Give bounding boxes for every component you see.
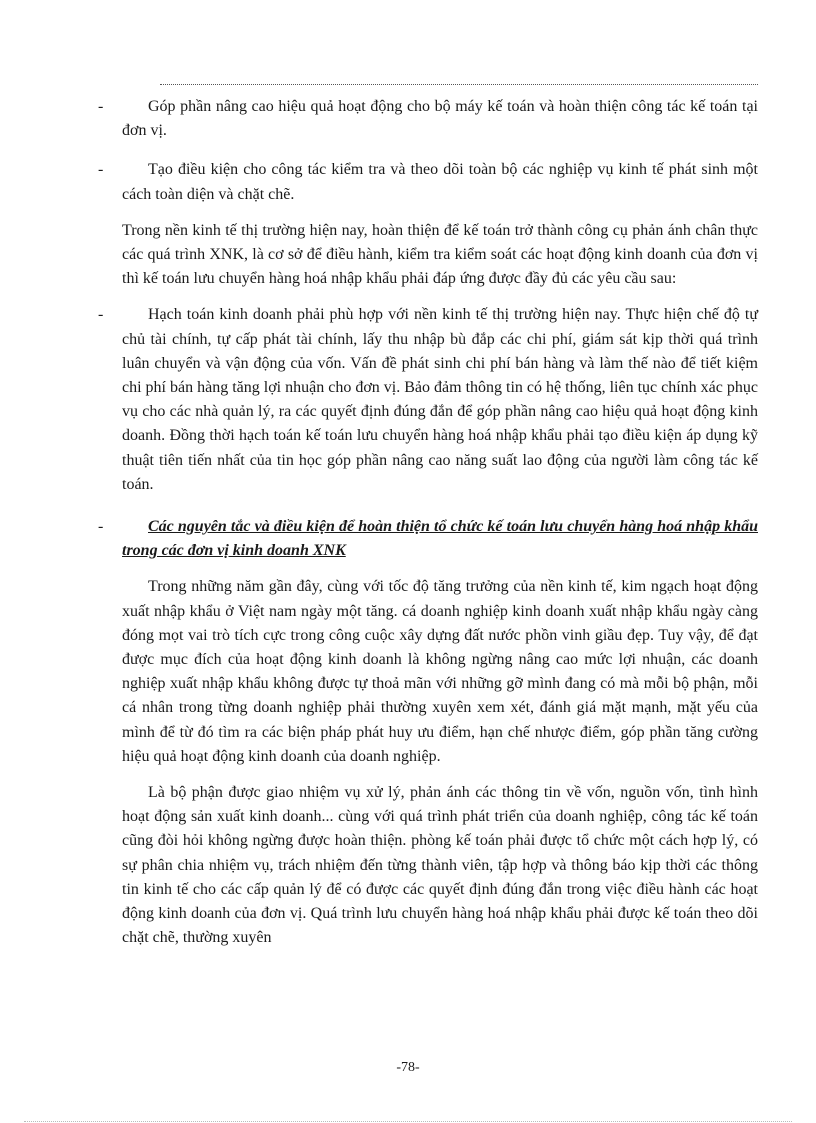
bullet-item-accounting bbox=[98, 303, 758, 497]
bullet-marker: - bbox=[98, 161, 104, 179]
header-dotted-rule bbox=[160, 84, 758, 85]
bullet-item bbox=[98, 158, 758, 206]
page-number: -78- bbox=[396, 1060, 420, 1075]
section-heading-text: Các nguyên tắc và điều kiện để hoàn thiện tổ chức kế toán lưu chuyển hàng hoá nhập khẩu trong các đơn vị kinh doanh XNK bbox=[122, 518, 758, 560]
section-heading bbox=[98, 515, 758, 563]
bullet-text: Tạo điều kiện cho công tác kiểm tra và theo dõi toàn bộ các nghiệp vụ kinh tế phát sinh một cách toàn diện và chặt chẽ. bbox=[122, 161, 758, 203]
paragraph-requirements: Trong nền kinh tế thị trường hiện nay, hoàn thiện để kế toán trở thành công cụ phản ánh chân thực các quá trình XNK, là cơ sở để điều hành, kiểm tra kiểm soát các hoạt động kinh doanh của đơn vị thì kế toán lưu chuyển hàng hoá nhập khẩu phải đáp ứng được đầy đủ các yêu cầu sau: bbox=[122, 221, 758, 288]
body-text bbox=[98, 95, 758, 951]
bullet-item bbox=[98, 95, 758, 143]
bullet-marker: - bbox=[98, 518, 104, 536]
footer-dotted-rule bbox=[24, 1121, 792, 1122]
bullet-marker: - bbox=[98, 98, 104, 115]
bullet-text: Góp phần nâng cao hiệu quả hoạt động cho bộ máy kế toán và hoàn thiện công tác kế toán tại đơn vị. bbox=[122, 98, 758, 140]
paragraph-department: Là bộ phận được giao nhiệm vụ xử lý, phản ánh các thông tin về vốn, nguồn vốn, tình hình hoạt động sản xuất kinh doanh... cùng với quá trình phát triển của doanh nghiệp, công tác kế toán cũng đòi hỏi không ngừng được hoàn thiện. phòng kế toán phải được tổ chức một cách hợp lý, có sự phân chia nhiệm vụ, trách nhiệm đến từng thành viên, tập hợp và thông báo kịp thời các thông tin kinh tế cho các cấp quản lý để có được các quyết định đúng đắn trong việc điều hành các hoạt động kinh doanh của đơn vị. Quá trình lưu chuyển hàng hoá nhập khẩu phải được kế toán theo dõi chặt chẽ, thường xuyên bbox=[122, 784, 758, 947]
bullet-text: Hạch toán kinh doanh phải phù hợp với nền kinh tế thị trường hiện nay. Thực hiện chế độ tự chủ tài chính, tự cấp phát tài chính, lấy thu nhập bù đắp các chi phí, giám sát kịp thời quá trình luân chuyển và vận động của vốn. Vấn đề phát sinh chi phí bán hàng và làm thế nào để tiết kiệm chi phí bán hàng tăng lợi nhuận cho đơn vị. Bảo đảm thông tin có hệ thống, liên tục chính xác phục vụ cho các nhà quản lý, ra các quyết định đúng đắn để góp phần nâng cao hiệu quả hoạt động kinh doanh. Đồng thời hạch toán kế toán lưu chuyển hàng hoá nhập khẩu phải tạo điều kiện áp dụng kỹ thuật tiên tiến nhất của tin học góp phần nâng cao năng suất lao động của người làm công tác kế toán. bbox=[122, 306, 758, 493]
paragraph-recent-years: Trong những năm gần đây, cùng với tốc độ tăng trưởng của nền kinh tế, kim ngạch hoạt động xuất nhập khẩu ở Việt nam ngày một tăng. cá doanh nghiệp kinh doanh xuất nhập khẩu ngày càng đóng mọt vai trò tích cực trong công cuộc xây dựng đất nước phồn vinh giầu đẹp. Tuy vậy, để đạt được mục đích của hoạt động kinh doanh là không ngừng nâng cao mức lợi nhuận, các doanh nghiệp xuất nhập khẩu không được tự thoả mãn với những gỡ mình đang có mà mỗi bộ phận, mỗi cá nhân trong từng doanh nghiệp phải thường xuyên xem xét, đánh giá mặt mạnh, mặt yếu của mình để từ đó tìm ra các biện pháp phát huy ưu điểm, hạn chế nhược điểm, góp phần tăng cường hiệu quả hoạt động kinh doanh của doanh nghiệp. bbox=[122, 578, 758, 765]
bullet-marker: - bbox=[98, 306, 104, 324]
